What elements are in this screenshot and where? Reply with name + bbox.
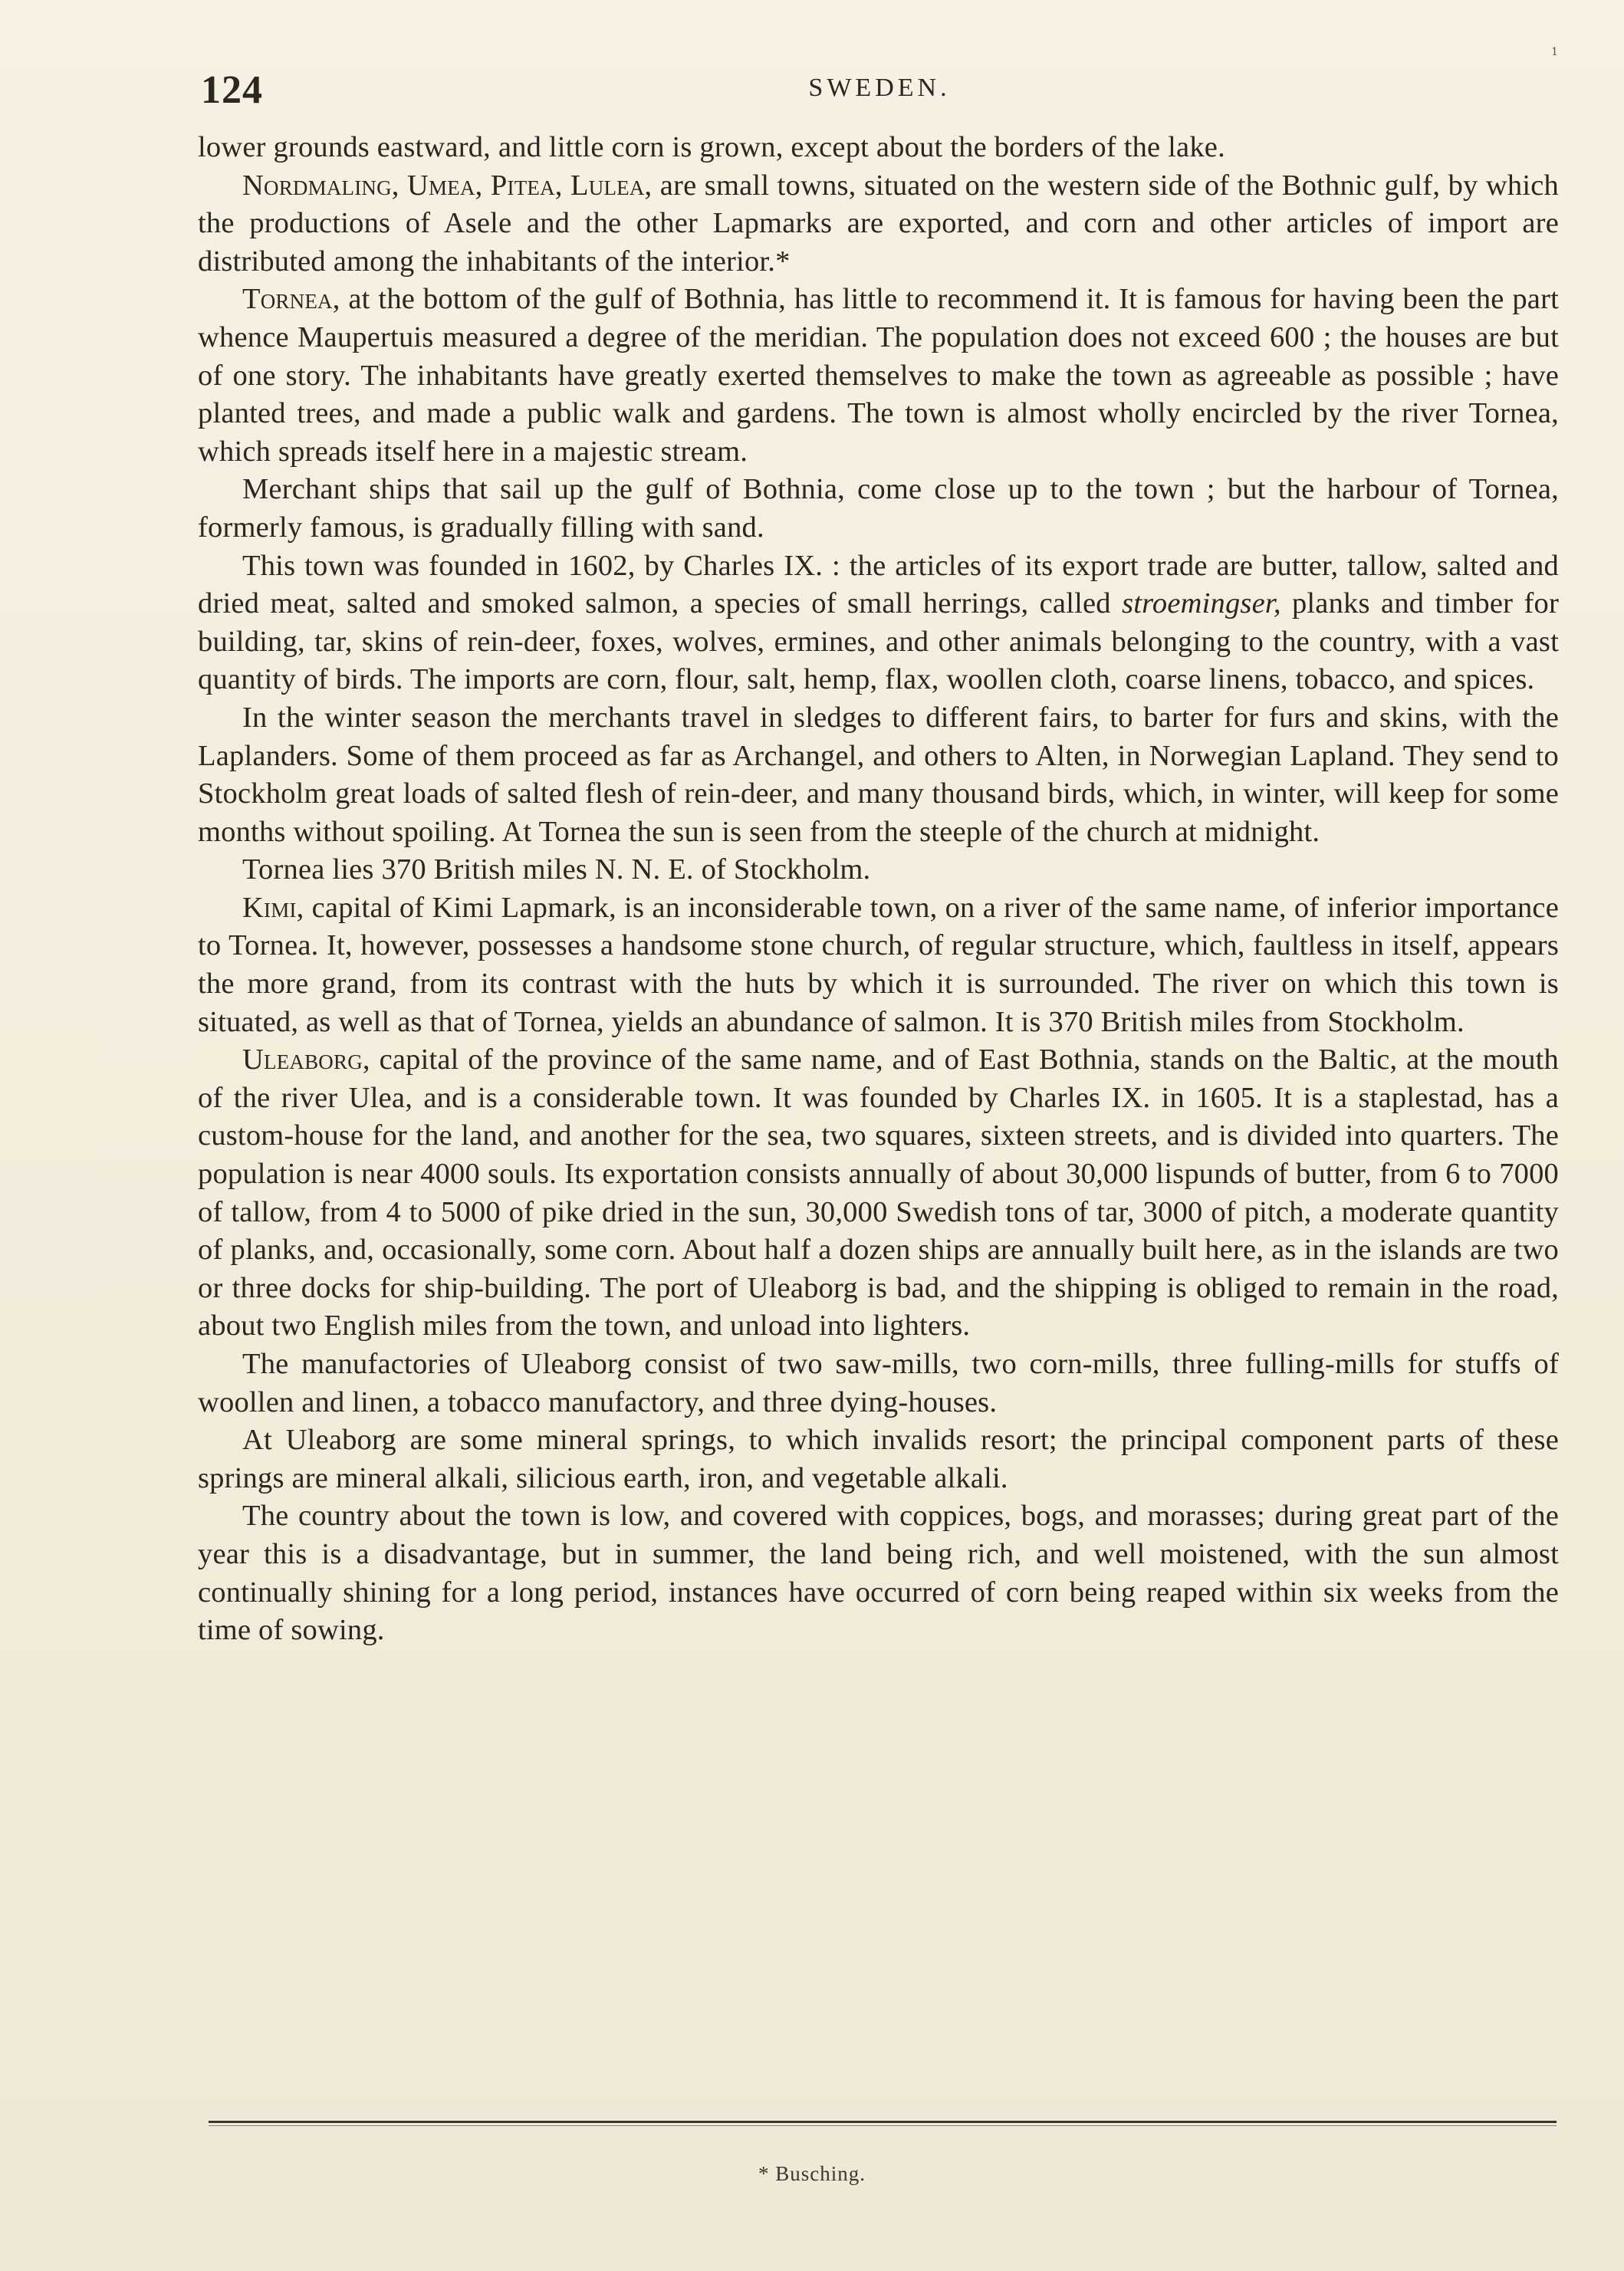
paragraph-text: lower grounds eastward, and little corn is grown, except about the borders of the lake. <box>198 131 1225 163</box>
page-number: 124 <box>201 68 263 112</box>
paragraph-text: The country about the town is low, and covered with coppices, bogs, and morasses; during great part of the year this is a disadvantage, but in summer, the land being rich, and well moistened, with the sun almost continually shining for a long period, instances have occurred of corn being reaped within six weeks from the time of sowing. <box>198 1500 1559 1647</box>
paragraph-lead: Tornea, <box>242 283 340 316</box>
paragraph-winter <box>198 699 1559 851</box>
paragraph-mineral-springs <box>198 1421 1559 1497</box>
paragraph-kimi <box>198 889 1559 1041</box>
paragraph-lead: Nordmaling, Umea, Pitea, Lulea, <box>242 169 653 202</box>
paragraph-text: This town was founded in 1602, by Charles IX. : the articles of its export trade are butter, tallow, salted and dried meat, salted and smoked salmon, a species of small herrings, called <box>198 549 1559 620</box>
paragraph-italic-term: stroemingser, <box>1122 587 1281 620</box>
paragraph-text: Tornea lies 370 British miles N. N. E. of Stockholm. <box>242 853 871 886</box>
paragraph-text: At Uleaborg are some mineral springs, to which invalids resort; the principal component parts of these springs are mineral alkali, silicious earth, iron, and vegetable alkali. <box>198 1424 1559 1494</box>
paragraph-text: The manufactories of Uleaborg consist of two saw-mills, two corn-mills, three fulling-mills for stuffs of woollen and linen, a tobacco manufactory, and three dying-houses. <box>198 1348 1559 1418</box>
paragraph-0 <box>198 129 1559 167</box>
paragraph-text: In the winter season the merchants travel in sledges to different fairs, to barter for furs and skins, with the Laplanders. Some of them proceed as far as Archangel, and others to Alten, in Norwegian Lapland. They send to Stockholm great loads of salted flesh of rein-deer, and many thousand birds, which, in winter, will keep for some months without spoiling. At Tornea the sun is seen from the steeple of the church at midnight. <box>198 701 1559 848</box>
paragraph-country <box>198 1497 1559 1649</box>
paragraph-lead: Kimi, <box>242 891 304 924</box>
paragraph-text: at the bottom of the gulf of Bothnia, has little to recommend it. It is famous for having been the part whence Maupertuis measured a degree of the meridian. The population does not exceed 600 ; the houses are but of one story. The inhabitants have greatly exerted themselves to make the town as agreeable as possible ; have planted trees, and made a public walk and gardens. The town is almost wholly encircled by the river Tornea, which spreads itself here in a majestic stream. <box>198 283 1559 468</box>
paragraph-text: planks and timber for building, tar, skins of rein-deer, foxes, wolves, ermines, and other animals belonging to the country, with a vast quantity of birds. The imports are corn, flour, salt, hemp, flax, woollen cloth, coarse linens, tobacco, and spices. <box>198 587 1559 696</box>
paragraph-merchant-ships <box>198 471 1559 547</box>
paragraph-founded <box>198 547 1559 699</box>
paragraph-text: are small towns, situated on the western side of the Bothnic gulf, by which the productions of Asele and the other Lapmarks are exported, and corn and other articles of import are distributed among the inhabitants of the interior.* <box>198 169 1559 278</box>
footnote: * Busching. <box>758 2162 866 2185</box>
body-text <box>198 129 1559 1650</box>
paragraph-distance <box>198 851 1559 889</box>
page-header <box>201 46 1558 113</box>
running-head: SWEDEN. <box>808 74 951 102</box>
corner-mark: 1 <box>1551 46 1558 58</box>
paragraph-text: capital of the province of the same name, and of East Bothnia, stands on the Baltic, at the mouth of the river Ulea, and is a considerable town. It was founded by Charles IX. in 1605. It is a staplestad, has a custom-house for the land, and another for the sea, two squares, sixteen streets, and is divided into quarters. The population is near 4000 souls. Its exportation consists annually of about 30,000 lispunds of butter, from 6 to 7000 of tallow, from 4 to 5000 of pike dried in the sun, 30,000 Swedish tons of tar, 3000 of pitch, a moderate quantity of planks, and, occasionally, some corn. About half a dozen ships are annually built here, as in the islands are two or three docks for ship-building. The port of Uleaborg is bad, and the shipping is obliged to remain in the road, about two English miles from the town, and unload into lighters. <box>198 1043 1559 1343</box>
footnote-divider <box>209 2121 1557 2123</box>
paragraph-lead: Uleaborg, <box>242 1043 370 1076</box>
paragraph-nordmaling <box>198 167 1559 281</box>
paragraph-text: Merchant ships that sail up the gulf of Bothnia, come close up to the town ; but the harbour of Tornea, formerly famous, is gradually filling with sand. <box>198 473 1559 544</box>
paragraph-text: capital of Kimi Lapmark, is an inconsiderable town, on a river of the same name, of inferior importance to Tornea. It, however, possesses a handsome stone church, of regular structure, which, faultless in itself, appears the more grand, from its contrast with the huts by which it is surrounded. The river on which this town is situated, as well as that of Tornea, yields an abundance of salmon. It is 370 British miles from Stockholm. <box>198 891 1559 1038</box>
paragraph-tornea <box>198 281 1559 471</box>
paragraph-uleaborg <box>198 1041 1559 1346</box>
paragraph-manufactories <box>198 1346 1559 1421</box>
footnote-divider-thin <box>209 2125 1557 2126</box>
